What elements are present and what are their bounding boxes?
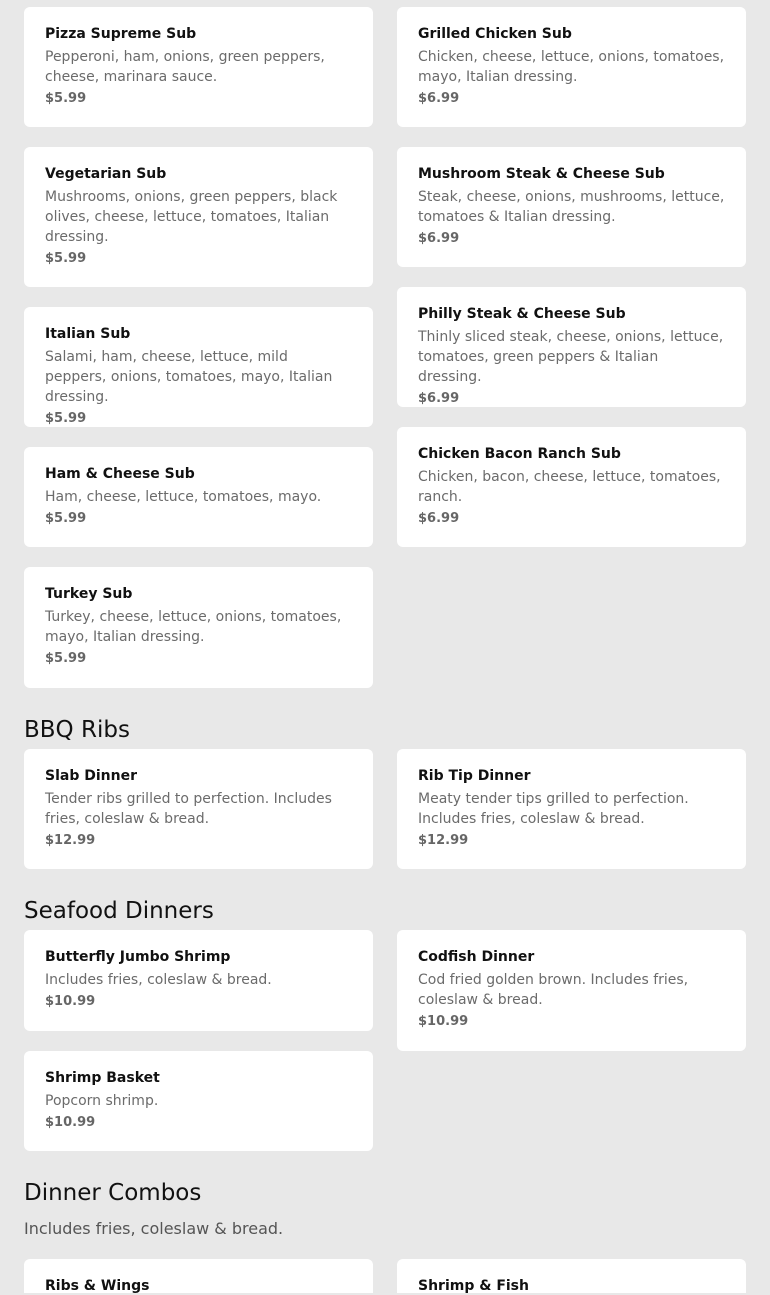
menu-item-card[interactable]: [397, 7, 746, 127]
item-price: $5.99: [45, 651, 87, 666]
menu-item-card[interactable]: [24, 1051, 373, 1151]
item-price: $6.99: [418, 391, 460, 406]
item-name: Pizza Supreme Sub: [45, 26, 197, 42]
item-name: Slab Dinner: [45, 768, 137, 784]
item-name: Ham & Cheese Sub: [45, 466, 195, 482]
item-description: Ham, cheese, lettuce, tomatoes, mayo.: [45, 489, 322, 505]
item-price: $10.99: [45, 1115, 96, 1130]
item-description: Mushrooms, onions, green peppers, black olives, cheese, lettuce, tomatoes, Italian dressing.: [45, 189, 338, 245]
item-description: Cod fried golden brown. Includes fries, coleslaw & bread.: [418, 972, 689, 1008]
menu-item-card[interactable]: [24, 749, 373, 869]
item-price: $10.99: [418, 1014, 469, 1029]
item-name: Grilled Chicken Sub: [418, 26, 572, 42]
item-price: $12.99: [45, 833, 96, 848]
item-name: Philly Steak & Cheese Sub: [418, 306, 626, 322]
item-price: $6.99: [418, 91, 460, 106]
item-price: $5.99: [45, 511, 87, 526]
item-description: Turkey, cheese, lettuce, onions, tomatoes, mayo, Italian dressing.: [45, 609, 342, 645]
item-name: Butterfly Jumbo Shrimp: [45, 949, 231, 965]
item-name: Chicken Bacon Ranch Sub: [418, 446, 621, 462]
item-price: $5.99: [45, 91, 87, 106]
item-description: Thinly sliced steak, cheese, onions, lettuce, tomatoes, green peppers & Italian dressing.: [418, 329, 724, 385]
item-name: Italian Sub: [45, 326, 131, 342]
menu-item-card[interactable]: [397, 749, 746, 869]
item-description: Includes fries, coleslaw & bread.: [45, 972, 272, 988]
menu-item-card[interactable]: [397, 930, 746, 1051]
item-name: Rib Tip Dinner: [418, 768, 531, 784]
item-description: Pepperoni, ham, onions, green peppers, cheese, marinara sauce.: [45, 49, 325, 85]
section-title-seafood-dinners: Seafood Dinners: [24, 898, 214, 924]
menu-item-card[interactable]: [24, 7, 373, 127]
item-name: Turkey Sub: [45, 586, 133, 602]
item-description: Meaty tender tips grilled to perfection. Includes fries, coleslaw & bread.: [418, 791, 689, 827]
section-title-bbq-ribs: BBQ Ribs: [24, 717, 130, 743]
menu-item-card[interactable]: [397, 287, 746, 407]
item-description: Tender ribs grilled to perfection. Includes fries, coleslaw & bread.: [45, 791, 332, 827]
item-name: Codfish Dinner: [418, 949, 535, 965]
item-name: Shrimp Basket: [45, 1070, 160, 1086]
item-name: Mushroom Steak & Cheese Sub: [418, 166, 665, 182]
menu-item-card[interactable]: [24, 567, 373, 688]
menu-item-card[interactable]: [24, 1259, 373, 1293]
menu-item-card[interactable]: [24, 930, 373, 1031]
menu-item-card[interactable]: [24, 147, 373, 287]
menu-item-card[interactable]: [397, 147, 746, 267]
item-price: $6.99: [418, 231, 460, 246]
item-price: $5.99: [45, 251, 87, 266]
item-description: Chicken, bacon, cheese, lettuce, tomatoes, ranch.: [418, 469, 721, 505]
item-name: Ribs & Wings: [45, 1278, 150, 1294]
item-price: $10.99: [45, 994, 96, 1009]
item-description: Popcorn shrimp.: [45, 1093, 159, 1109]
item-description: Steak, cheese, onions, mushrooms, lettuce, tomatoes & Italian dressing.: [418, 189, 725, 225]
item-description: Chicken, cheese, lettuce, onions, tomatoes, mayo, Italian dressing.: [418, 49, 725, 85]
menu-item-card[interactable]: [24, 307, 373, 427]
section-subtitle: Includes fries, coleslaw & bread.: [24, 1219, 284, 1238]
item-price: $12.99: [418, 833, 469, 848]
section-title-dinner-combos: Dinner Combos: [24, 1180, 202, 1206]
item-name: Shrimp & Fish: [418, 1278, 529, 1294]
item-price: $5.99: [45, 411, 87, 426]
menu-item-card[interactable]: [397, 427, 746, 547]
menu-item-card[interactable]: [24, 447, 373, 547]
menu-item-card[interactable]: [397, 1259, 746, 1293]
item-price: $6.99: [418, 511, 460, 526]
item-description: Salami, ham, cheese, lettuce, mild peppers, onions, tomatoes, mayo, Italian dressing.: [45, 349, 333, 405]
item-name: Vegetarian Sub: [45, 166, 167, 182]
